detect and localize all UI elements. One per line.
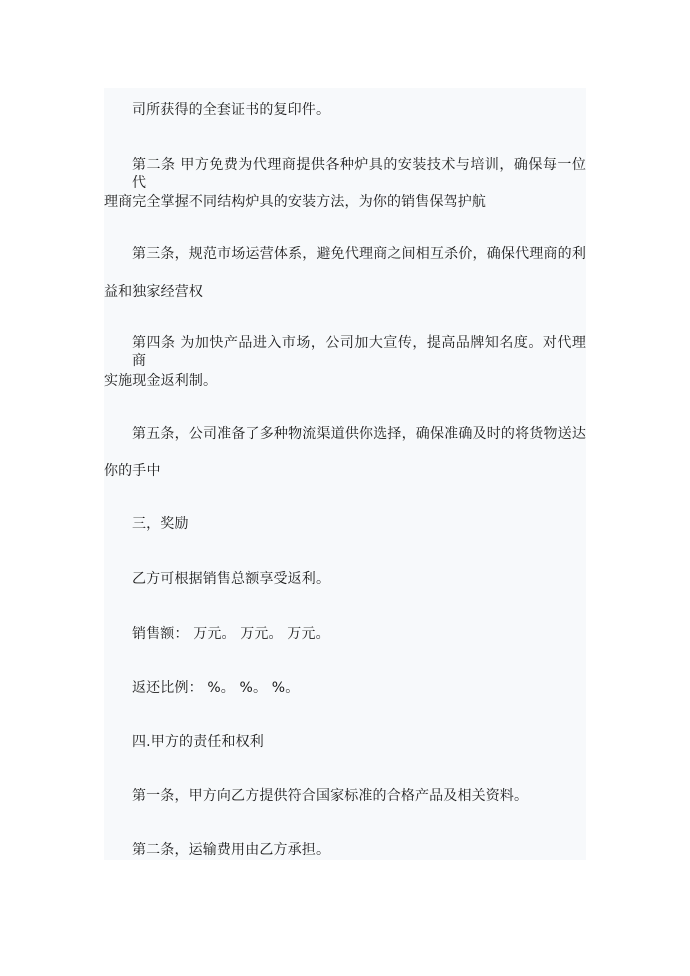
paragraph-line: 第三条，规范市场运营体系，避免代理商之间相互杀价，确保代理商的利 xyxy=(132,246,586,262)
document-body xyxy=(104,88,586,860)
section-heading: 三，奖励 xyxy=(132,516,189,532)
paragraph-line: 你的手中 xyxy=(104,463,161,479)
paragraph-line: 益和独家经营权 xyxy=(104,284,204,300)
paragraph-line: 第二条 甲方免费为代理商提供各种炉具的安装技术与培训，确保每一位代 xyxy=(132,157,586,191)
paragraph-line: 销售额： 万元。 万元。 万元。 xyxy=(132,626,330,642)
paragraph-line: 第四条 为加快产品进入市场，公司加大宣传，提高品牌知名度。对代理商 xyxy=(132,335,586,369)
paragraph-line: 乙方可根据销售总额享受返利。 xyxy=(132,571,331,587)
paragraph-line: 实施现金返利制。 xyxy=(104,373,218,389)
paragraph-line: 第二条，运输费用由乙方承担。 xyxy=(132,842,331,858)
paragraph-line: 返还比例： %。 %。 %。 xyxy=(132,680,300,696)
paragraph-line: 理商完全掌握不同结构炉具的安装方法，为你的销售保驾护航 xyxy=(104,194,487,210)
section-heading: 四.甲方的责任和权利 xyxy=(132,734,264,750)
paragraph-line: 司所获得的全套证书的复印件。 xyxy=(132,102,331,118)
paragraph-line: 第一条，甲方向乙方提供符合国家标准的合格产品及相关资料。 xyxy=(132,788,529,804)
paragraph-line: 第五条，公司准备了多种物流渠道供你选择，确保准确及时的将货物送达 xyxy=(132,426,586,442)
